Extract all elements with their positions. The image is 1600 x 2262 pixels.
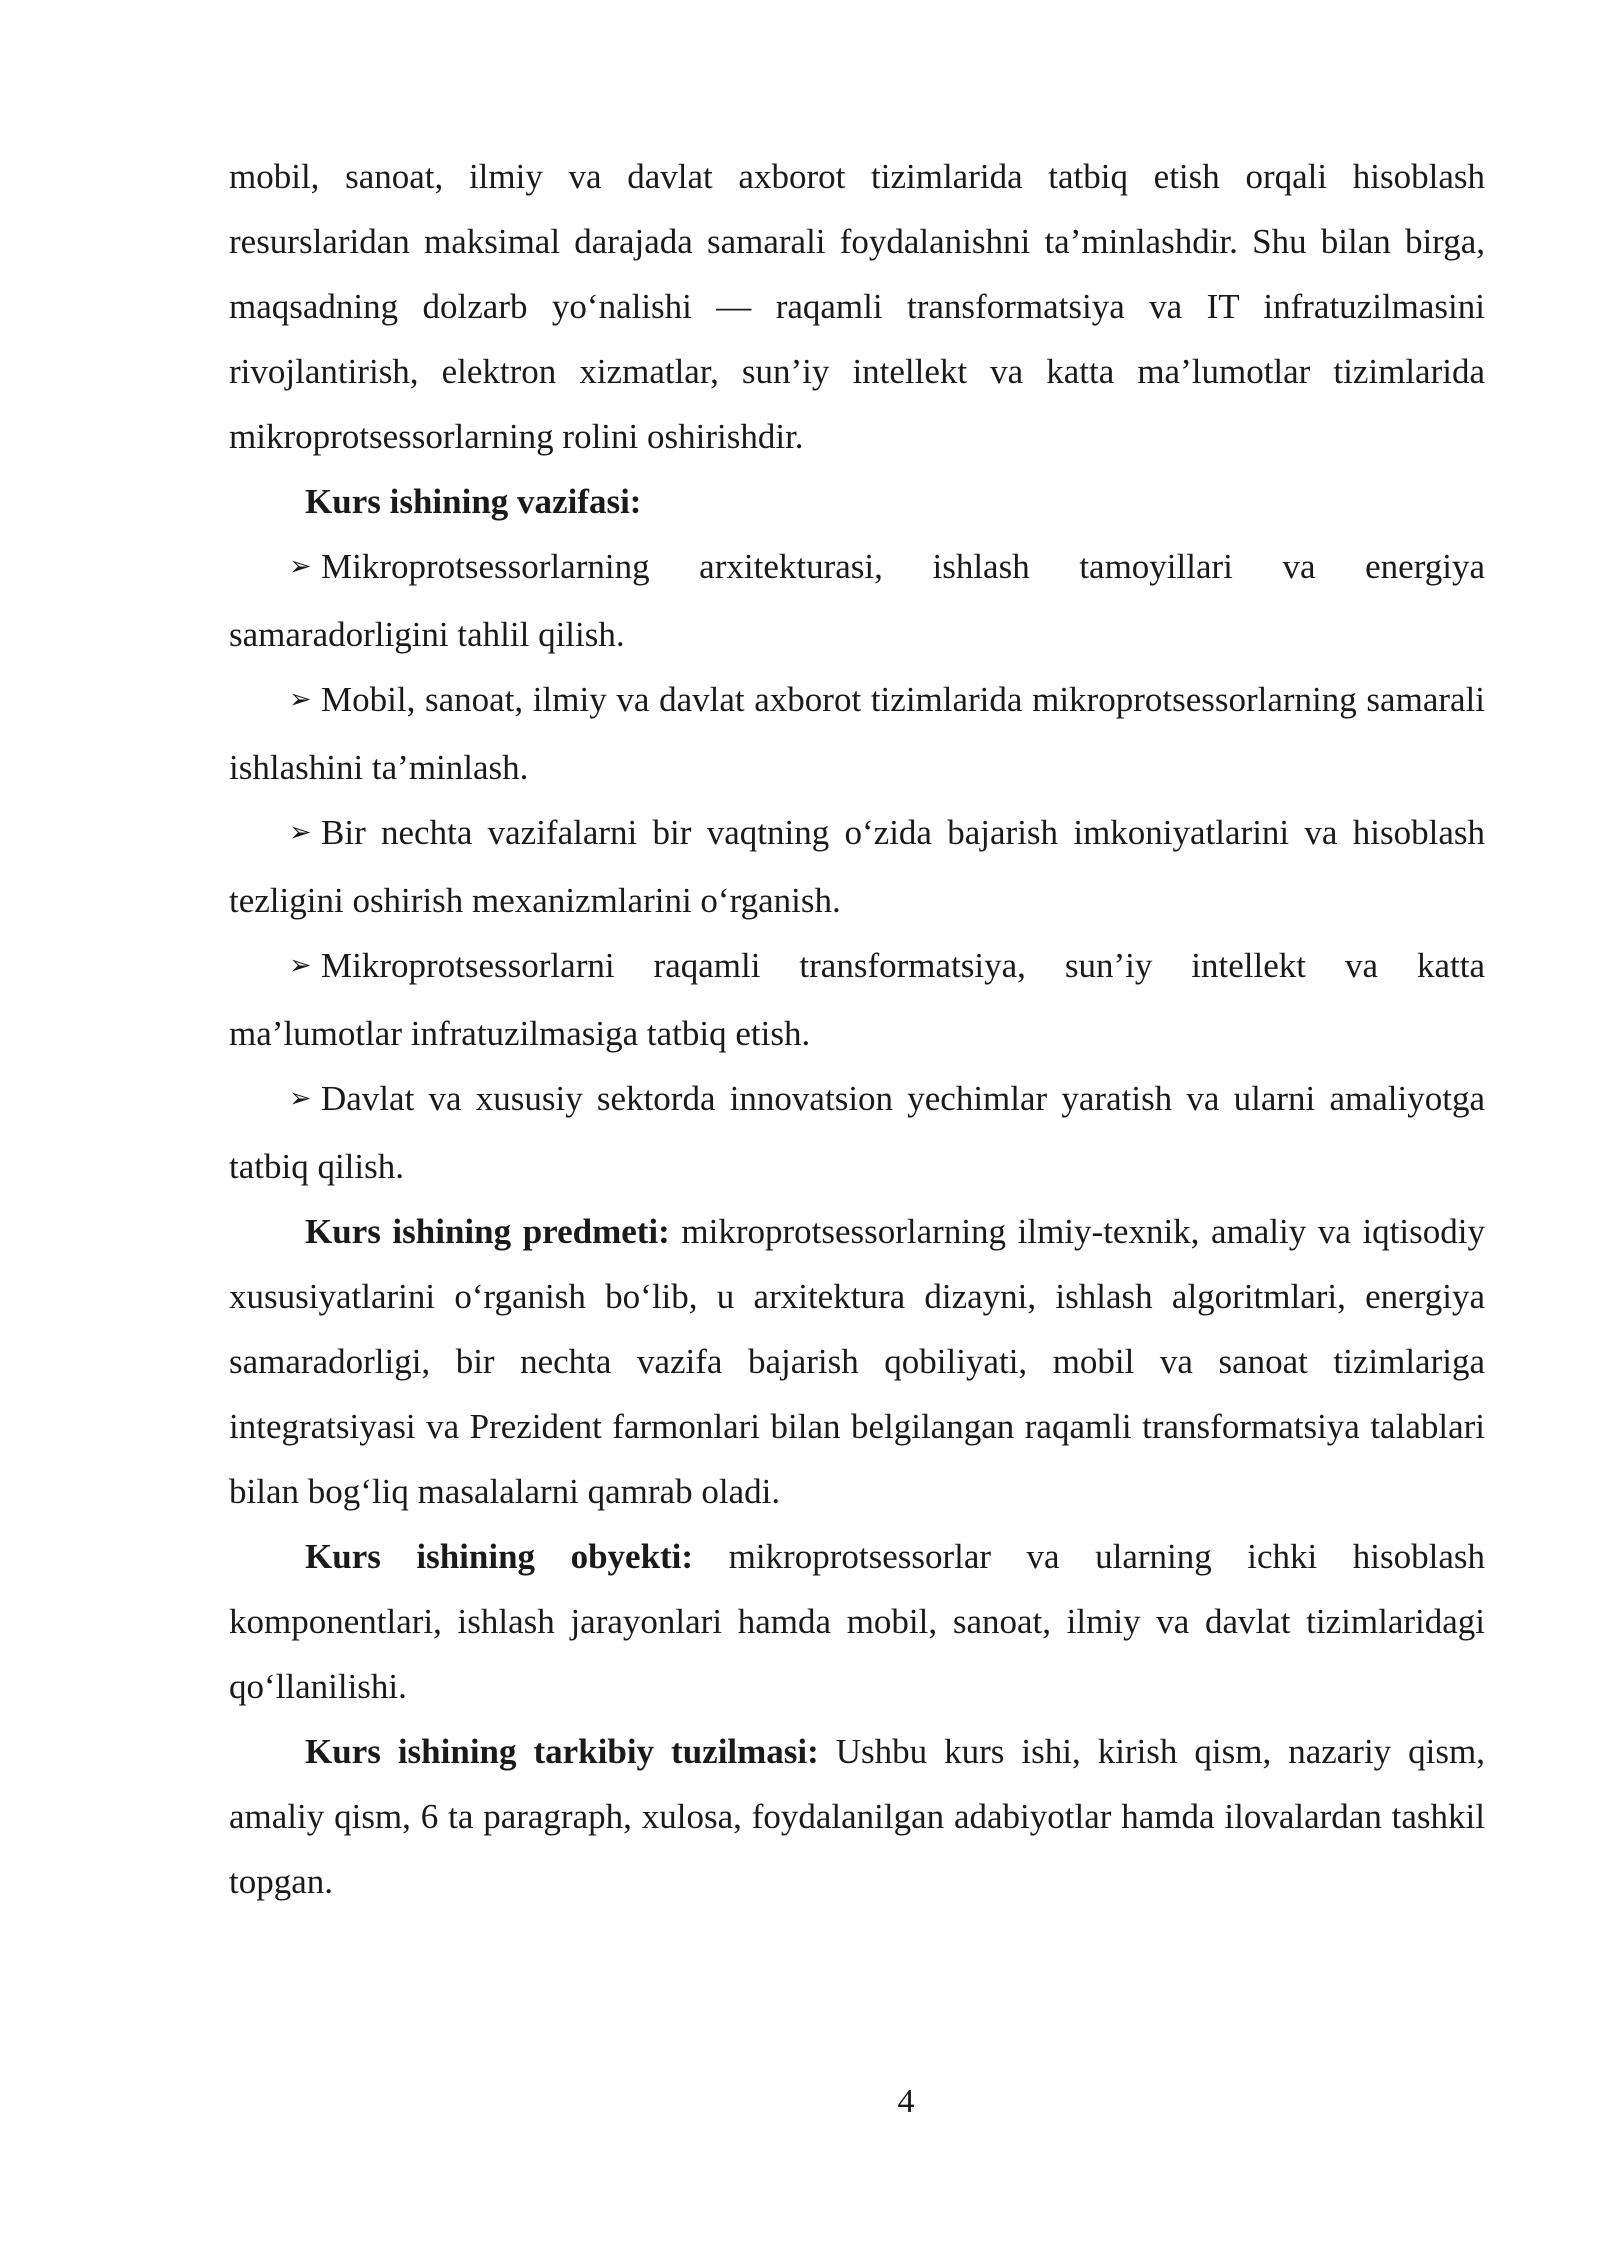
object-label: Kurs ishining obyekti: [305, 1537, 694, 1576]
task-item-3 [229, 800, 1485, 933]
intro-paragraph: mobil, sanoat, ilmiy va davlat axborot tizimlarida tatbiq etish orqali hisoblash resurslaridan maksimal darajada samarali foydalanishni ta’minlashdir. Shu bilan birga, maqsadning dolzarb yo‘nalishi — raqamli transformatsiya va IT infratuzilmasini rivojlantirish, elektron xizmatlar, sun’iy intellekt va katta ma’lumotlar tizimlarida mikroprotsessorlarning rolini oshirishdir. [229, 157, 1485, 456]
subject-label: Kurs ishining predmeti: [305, 1212, 670, 1251]
structure-text: Ushbu kurs ishi, kirish qism, nazariy qism, amaliy qism, 6 ta paragraph, xulosa, foydalanilgan adabiyotlar hamda ilovalardan tashkil topgan. [229, 1732, 1485, 1901]
task-text: Bir nechta vazifalarni bir vaqtning o‘zida bajarish imkoniyatlarini va hisoblash tezligini oshirish mexanizmlarini o‘rganish. [229, 813, 1485, 920]
object-paragraph [229, 1524, 1485, 1719]
task-item-5 [229, 1066, 1485, 1199]
page-number: 4 [897, 2083, 915, 2120]
structure-paragraph [229, 1719, 1485, 1914]
task-text: Mikroprotsessorlarni raqamli transformatsiya, sun’iy intellekt va katta ma’lumotlar infratuzilmasiga tatbiq etish. [229, 946, 1485, 1053]
object-text: mikroprotsessorlar va ularning ichki hisoblash komponentlari, ishlash jarayonlari hamda mobil, sanoat, ilmiy va davlat tizimlaridagi qo‘llanilishi. [229, 1537, 1485, 1706]
task-text: Mikroprotsessorlarning arxitekturasi, ishlash tamoyillari va energiya samaradorligini tahlil qilish. [229, 547, 1485, 654]
arrow-bullet-icon: ➢ [289, 950, 312, 981]
task-item-2 [229, 667, 1485, 800]
arrow-bullet-icon: ➢ [289, 684, 312, 715]
task-text: Mobil, sanoat, ilmiy va davlat axborot tizimlarida mikroprotsessorlarning samarali ishlashini ta’minlash. [229, 680, 1485, 787]
task-item-4 [229, 933, 1485, 1066]
structure-label: Kurs ishining tarkibiy tuzilmasi: [305, 1732, 819, 1771]
task-item-1 [229, 534, 1485, 667]
subject-text: mikroprotsessorlarning ilmiy-texnik, amaliy va iqtisodiy xususiyatlarini o‘rganish bo‘lib, u arxitektura dizayni, ishlash algoritmlari, energiya samaradorligi, bir nechta vazifa bajarish qobiliyati, mobil va sanoat tizimlariga integratsiyasi va Prezident farmonlari bilan belgilangan raqamli transformatsiya talablari bilan bog‘liq masalalarni qamrab oladi. [229, 1212, 1485, 1511]
task-text: Davlat va xususiy sektorda innovatsion yechimlar yaratish va ularni amaliyotga tatbiq qilish. [229, 1079, 1485, 1186]
arrow-bullet-icon: ➢ [289, 817, 312, 848]
tasks-heading: Kurs ishining vazifasi: [305, 482, 642, 521]
arrow-bullet-icon: ➢ [289, 551, 312, 582]
subject-paragraph [229, 1199, 1485, 1524]
page-content [229, 144, 1485, 1914]
arrow-bullet-icon: ➢ [289, 1083, 312, 1114]
